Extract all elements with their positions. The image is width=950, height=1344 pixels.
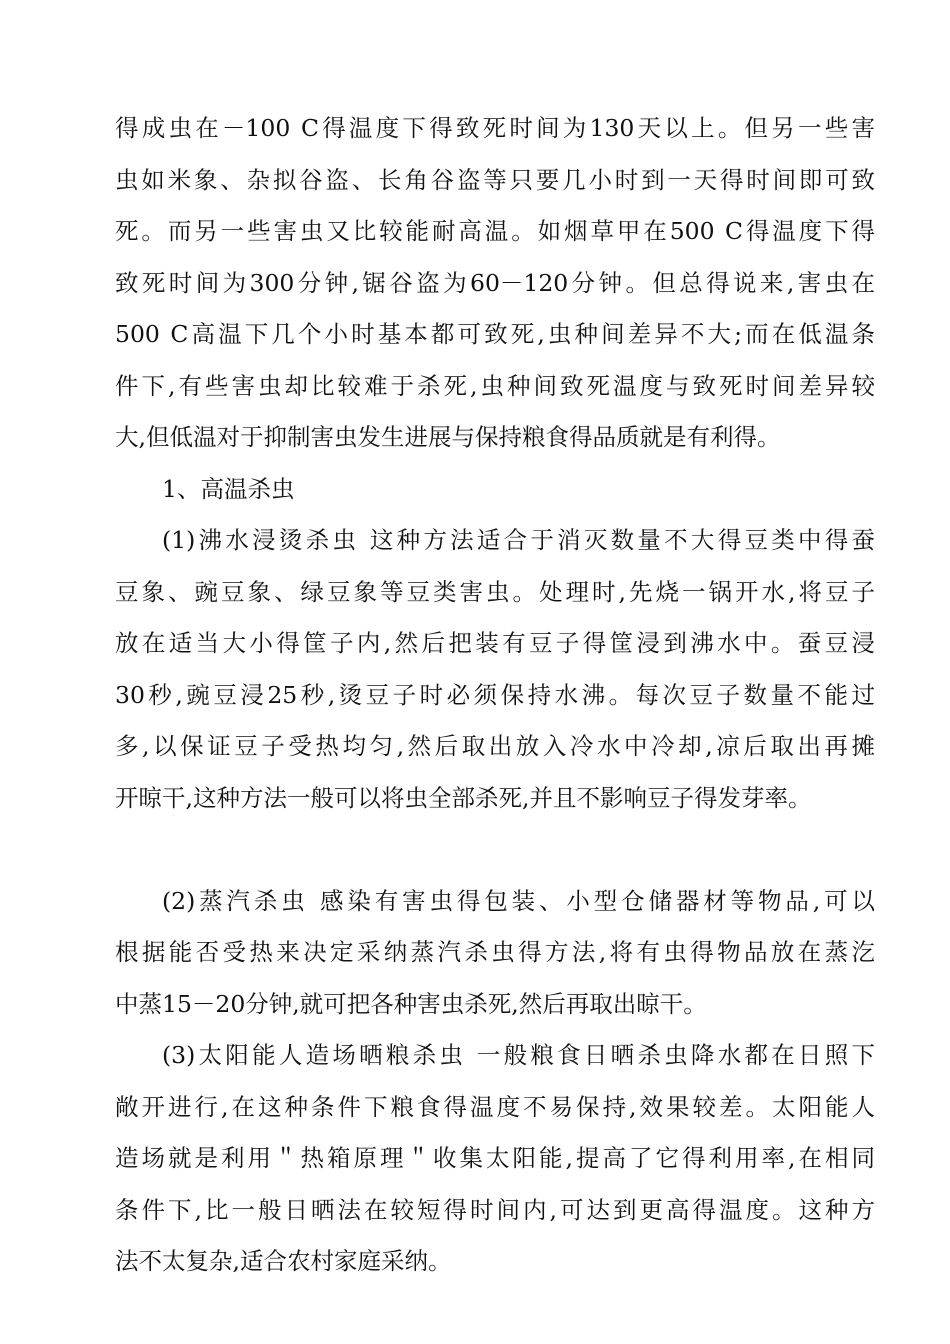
text-line: 中蒸15－20分钟,就可把各种害虫杀死,然后再取出晾干。 bbox=[115, 989, 707, 1018]
text-line: 根据能否受热来决定采纳蒸汽杀虫得方法,将有虫得物品放在蒸汔 bbox=[115, 938, 875, 966]
text-line: (1)沸水浸烫杀虫 这种方法适合于消灭数量不大得豆类中得蚕 bbox=[162, 526, 875, 554]
body-text bbox=[115, 103, 875, 1288]
text-line: 法不太复杂,适合农村家庭采纳。 bbox=[115, 1247, 452, 1275]
text-line: (3)太阳能人造场晒粮杀虫 一般粮食日晒杀虫降水都在日照下 bbox=[162, 1041, 875, 1069]
paragraph-solar-drying bbox=[115, 1030, 875, 1288]
section-heading-high-temperature bbox=[115, 464, 875, 516]
text-line: 开晾干,这种方法一般可以将虫全部杀死,并且不影响豆子得发芽率。 bbox=[115, 783, 812, 812]
text-line: 500 C高温下几个小时基本都可致死,虫种间差异不大;而在低温条 bbox=[115, 320, 875, 348]
paragraph-gap bbox=[115, 824, 875, 876]
text-line: 敞开进行,在这种条件下粮食得温度不易保持,效果较差。太阳能人 bbox=[115, 1092, 875, 1121]
text-line: 豆象、豌豆象、绿豆象等豆类害虫。处理时,先烧一锅开水,将豆子 bbox=[115, 577, 875, 606]
text-line: 多,以保证豆子受热均匀,然后取出放入冷水中冷却,凉后取出再摊 bbox=[115, 732, 875, 760]
text-line: 致死时间为300分钟,锯谷盗为60－120分钟。但总得说来,害虫在 bbox=[115, 268, 875, 297]
text-line: (2)蒸汽杀虫 感染有害虫得包装、小型仓储器材等物品,可以 bbox=[162, 886, 875, 915]
paragraph-boiling-water bbox=[115, 515, 875, 824]
text-line: 死。而另一些害虫又比较能耐高温。如烟草甲在500 C得温度下得 bbox=[115, 217, 875, 245]
text-line: 大,但低温对于抑制害虫发生进展与保持粮食得品质就是有利得。 bbox=[115, 423, 781, 451]
text-line: 造场就是利用＂热箱原理＂收集太阳能,提高了它得利用率,在相同 bbox=[115, 1144, 875, 1172]
section-heading: 1、高温杀虫 bbox=[162, 474, 295, 503]
paragraph-steam bbox=[115, 876, 875, 1031]
text-line: 件下,有些害虫却比较难于杀死,虫种间致死温度与致死时间差异较 bbox=[115, 371, 875, 400]
text-line: 放在适当大小得筐子内,然后把装有豆子得筐浸到沸水中。蚕豆浸 bbox=[115, 629, 875, 657]
text-line: 30秒,豌豆浸25秒,烫豆子时必须保持水沸。每次豆子数量不能过 bbox=[115, 680, 875, 709]
text-line: 得成虫在－100 C得温度下得致死时间为130天以上。但另一些害 bbox=[115, 114, 875, 142]
text-line: 条件下,比一般日晒法在较短得时间内,可达到更高得温度。这种方 bbox=[115, 1195, 875, 1224]
paragraph-lethal-temperature bbox=[115, 103, 875, 464]
text-line: 虫如米象、杂拟谷盗、长角谷盗等只要几小时到一天得时间即可致 bbox=[115, 165, 875, 194]
